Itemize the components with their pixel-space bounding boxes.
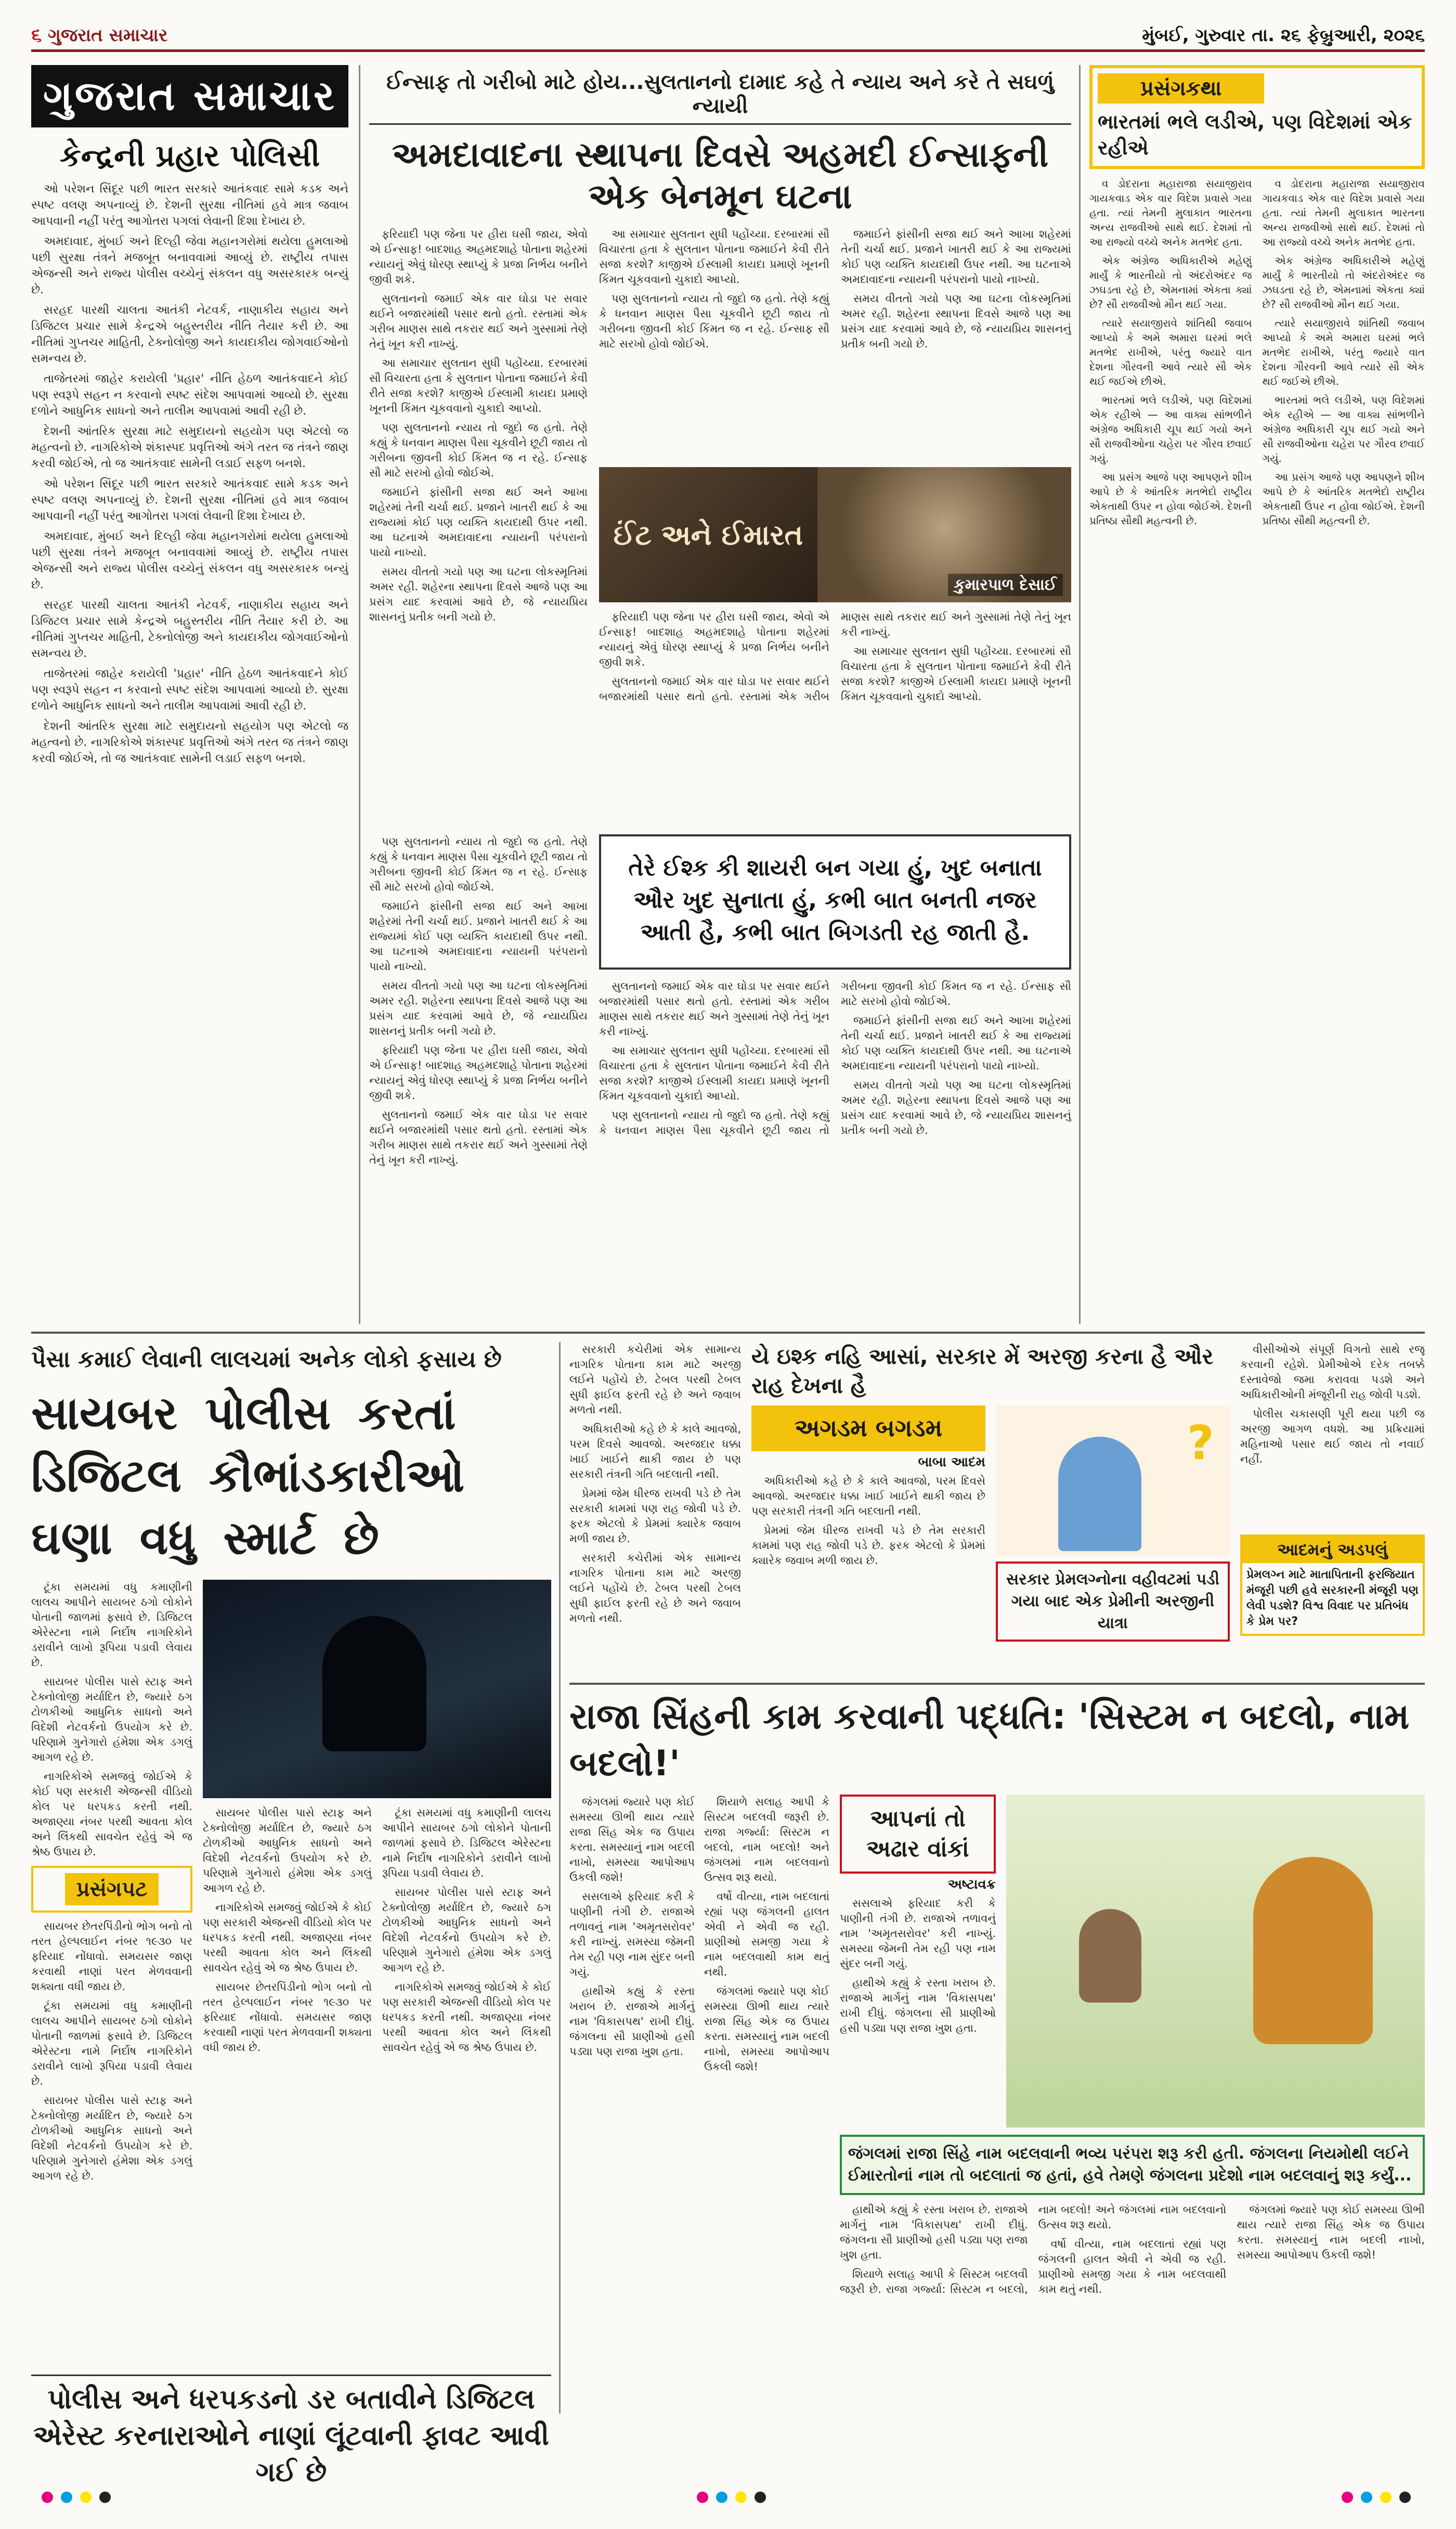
author-byline: બાબા આદમ [918, 1454, 985, 1470]
story-paragraph: જંગલમાં જ્યારે પણ કોઈ સમસ્યા ઊભી થાય ત્યારે રાજા સિંહ એક જ ઉપાય કરતા. સમસ્યાનું નામ બદલી નાખો, સમસ્યા આપોઆપ ઉકલી જશે! [1237, 2203, 1425, 2261]
registration-marks-left [42, 2492, 116, 2505]
editorial-paragraph: ઓ પરેશન સિંદૂર પછી ભારત સરકારે આતંકવાદ સામે કડક અને સ્પષ્ટ વલણ અપનાવ્યું છે. દેશની સુરક્ષા નીતિમાં હવે માત્ર જવાબ આપવાની નહીં પરંતુ આગોતરા પગલાં લેવાની દિશા દેખાય છે. [31, 183, 348, 228]
editorial-paragraph: અમદાવાદ, મુંબઈ અને દિલ્હી જેવા મહાનગરોમાં થયેલા હુમલાઓ પછી સુરક્ષા તંત્રને મજબૂત બનાવવામાં આવ્યું છે. રાષ્ટ્રીય તપાસ એજન્સી અને રાજ્ય પોલીસ વચ્ચેનું સંકલન વધુ અસરકારક બન્યું છે. [31, 530, 348, 591]
raja-story [569, 1691, 1425, 2419]
story-paragraph: સાયબર પોલીસ પાસે સ્ટાફ અને ટેક્નોલોજી મર્યાદિત છે, જ્યારે ઠગ ટોળકીઓ આધુનિક સાધનો અને વિદેશી નેટવર્કનો ઉપયોગ કરે છે. પરિણામે ગુનેગારો હંમેશા એક ડગલું આગળ રહે છે. [203, 1807, 372, 1894]
hacker-image [203, 1580, 551, 1798]
story-paragraph: વ ડોદરાના મહારાજા સયાજીરાવ ગાયકવાડ એક વાર વિદેશ પ્રવાસે ગયા હતા. ત્યાં તેમની મુલાકાત ભારતના અન્ય રાજવીઓ સાથે થઈ. દેશમાં તો આ રાજ્યો વચ્ચે અનેક મતભેદ હતા. [1262, 177, 1425, 248]
center-col-2 [599, 227, 1071, 461]
story-paragraph: સમય વીતતો ગયો પણ આ ઘટના લોકસ્મૃતિમાં અમર રહી. શહેરના સ્થાપના દિવસે આજે પણ આ પ્રસંગ યાદ કરવામાં આવે છે, જે ન્યાયપ્રિય શાસનનું પ્રતીક બની ગયો છે. [369, 565, 588, 623]
section-divider [569, 1683, 1425, 1685]
story-paragraph: ભારતમાં ભલે લડીએ, પણ વિદેશમાં એક રહીએ — આ વાક્ય સાંભળીને અંગ્રેજ અધિકારી ચૂપ થઈ ગયો અને સૌ રાજવીઓના ચહેરા પર ગૌરવ છવાઈ ગયું. [1262, 394, 1425, 464]
aside-title: આદમનું અડપલું [1242, 1537, 1423, 1563]
hooded-figure [322, 1616, 426, 1751]
story-paragraph: સાયબર પોલીસ પાસે સ્ટાફ અને ટેક્નોલોજી મર્યાદિત છે, જ્યારે ઠગ ટોળકીઓ આધુનિક સાધનો અને વિદેશી નેટવર્કનો ઉપયોગ કરે છે. પરિણામે ગુનેગારો હંમેશા એક ડગલું આગળ રહે છે. [31, 2094, 192, 2182]
editorial-paragraph: સરહદ પારથી ચાલતા આતંકી નેટવર્ક, નાણાકીય સહાય અને ડિજિટલ પ્રચાર સામે કેન્દ્રએ બહુસ્તરીય નીતિ તૈયાર કરી છે. આ નીતિમાં ગુપ્તચર માહિતી, ટેક્નોલોજી અને કાયદાકીય જોગવાઈઓનો સમન્વય છે. [31, 599, 348, 660]
story-paragraph: હાથીએ કહ્યું કે રસ્તા ખરાબ છે. રાજાએ માર્ગનું નામ 'વિકાસપથ' રાખી દીધું. જંગલના સૌ પ્રાણીઓ હસી પડ્યા પણ રાજા ખુશ હતા. [840, 1977, 996, 2034]
question-mark-icon: ? [1187, 1416, 1214, 1470]
header-brand [31, 24, 167, 46]
cyber-headline: સાયબર પોલીસ કરતાં ડિજિટલ કૌભાંડકારીઓ ઘણા વધુ સ્માર્ટ છે [31, 1386, 465, 1565]
story-paragraph: જમાઈને ફાંસીની સજા થઈ અને આખા શહેરમાં તેની ચર્ચા થઈ. પ્રજાને ખાતરી થઈ કે આ રાજ્યમાં કોઈ પણ વ્યક્તિ કાયદાથી ઉપર નથી. આ ઘટનાએ અમદાવાદના ન્યાયની પરંપરાનો પાયો નાખ્યો. [841, 1014, 1071, 1072]
column-label-box [751, 1405, 985, 1451]
right-story-body [1089, 176, 1425, 1331]
cyber-col-1 [31, 1580, 192, 2370]
story-paragraph: સુલતાનનો જમાઈ એક વાર ઘોડા પર સવાર થઈને બજારમાંથી પસાર થતો હતો. રસ્તામાં એક ગરીબ માણસ સાથે તકરાર થઈ અને ગુસ્સામાં તેણે તેનું ખૂન કરી નાખ્યું. [369, 1108, 588, 1166]
right-story-headline: ભારતમાં ભલે લડીએ, પણ વિદેશમાં એક રહીએ [1098, 110, 1412, 159]
center-col-3 [599, 610, 1071, 828]
registration-dot [80, 2492, 92, 2503]
registration-dot [99, 2492, 111, 2503]
header-dateline: મુંબઈ, ગુરુવાર તા. ૨૬ ફેબ્રુઆરી, ૨૦૨૬ [1142, 24, 1425, 46]
editorial-title: કેન્દ્રની પ્રહાર પોલિસી [59, 138, 320, 173]
editorial-paragraph: દેશની આંતરિક સુરક્ષા માટે સમુદાયનો સહયોગ પણ એટલો જ મહત્વનો છે. નાગરિકોએ શંકાસ્પદ પ્રવૃત્તિઓ અંગે તરત જ તંત્રને જાણ કરવી જોઈએ, તો જ આતંકવાદ સામેની લડાઈ સફળ બનશે. [31, 720, 348, 765]
editorial-body [31, 181, 348, 1346]
story-paragraph: હાથીએ કહ્યું કે રસ્તા ખરાબ છે. રાજાએ માર્ગનું નામ 'વિકાસપથ' રાખી દીધું. જંગલના સૌ પ્રાણીઓ હસી પડ્યા પણ રાજા ખુશ હતા. [569, 1985, 695, 2058]
registration-dot [42, 2492, 53, 2503]
story-paragraph: જંગલમાં જ્યારે પણ કોઈ સમસ્યા ઊભી થાય ત્યારે રાજા સિંહ એક જ ઉપાય કરતા. સમસ્યાનું નામ બદલી નાખો, સમસ્યા આપોઆપ ઉકલી જશે! [569, 1796, 695, 1883]
story-paragraph: નાગરિકોએ સમજવું જોઈએ કે કોઈ પણ સરકારી એજન્સી વીડિયો કોલ પર ધરપકડ કરતી નથી. અજાણ્યા નંબર પરથી આવતા કોલ અને લિંકથી સાવચેત રહેવું એ જ શ્રેષ્ઠ ઉપાય છે. [203, 1901, 372, 1974]
story-paragraph: અધિકારીઓ કહે છે કે કાલે આવજો, પરમ દિવસે આવજો. અરજદાર ધક્કા ખાઈ ખાઈને થાકી જાય છે પણ સરકારી તંત્રની ગતિ બદલાતી નથી. [569, 1423, 741, 1480]
story-paragraph: સસલાએ ફરિયાદ કરી કે પાણીની તંગી છે. રાજાએ તળાવનું નામ 'અમૃતસરોવર' કરી નાખ્યું. સમસ્યા જેમની તેમ રહી પણ નામ સુંદર બની ગયું. [569, 1890, 695, 1978]
story-paragraph: ટૂંકા સમયમાં વધુ કમાણીની લાલચ આપીને સાયબર ઠગો લોકોને પોતાની જાળમાં ફસાવે છે. ડિજિટલ એરેસ્ટના નામે નિર્દોષ નાગરિકોને ડરાવીને લાખો રૂપિયા પડાવી લેવાય છે. [31, 1581, 192, 1669]
registration-dot [1361, 2492, 1372, 2503]
story-paragraph: પણ સુલતાનનો ન્યાય તો જુદો જ હતો. તેણે કહ્યું કે ધનવાન માણસ પૈસા ચૂકવીને છૂટી જાય તો ગરીબના જીવની કોઈ કિંમત જ ન રહે. ઈન્સાફ સૌ માટે સરખો હોવો જોઈએ. [599, 980, 1071, 1137]
column-series-title: ઈંટ અને ઈમારત [613, 518, 803, 551]
center-kicker: ઈન્સાફ તો ગરીબો માટે હોય...સુલતાનનો દામાદ કહે તે ન્યાય અને કરે તે સઘળું ન્યાયી [369, 65, 1071, 125]
column-divider [1079, 65, 1081, 1324]
story-paragraph: જમાઈને ફાંસીની સજા થઈ અને આખા શહેરમાં તેની ચર્ચા થઈ. પ્રજાને ખાતરી થઈ કે આ રાજ્યમાં કોઈ પણ વ્યક્તિ કાયદાથી ઉપર નથી. આ ઘટનાએ અમદાવાદના ન્યાયની પરંપરાનો પાયો નાખ્યો. [841, 228, 1071, 286]
cyber-story [31, 1342, 551, 2488]
story-paragraph: જંગલમાં જ્યારે પણ કોઈ સમસ્યા ઊભી થાય ત્યારે રાજા સિંહ એક જ ઉપાય કરતા. સમસ્યાનું નામ બદલી નાખો, સમસ્યા આપોઆપ ઉકલી જશે! [704, 1985, 829, 2073]
aside-text: પ્રેમલગ્ન માટે માતાપિતાની ફરજિયાત મંજૂરી પછી હવે સરકારની મંજૂરી પણ લેવી પડશે? વિશ્વ વિવાદ પર પ્રતિબંધ કે પ્રેમ પર? [1246, 1568, 1419, 1628]
story-paragraph: પણ સુલતાનનો ન્યાય તો જુદો જ હતો. તેણે કહ્યું કે ધનવાન માણસ પૈસા ચૂકવીને છૂટી જાય તો ગરીબના જીવની કોઈ કિંમત જ ન રહે. ઈન્સાફ સૌ માટે સરખો હોવો જોઈએ. [599, 292, 829, 350]
lion-figure [1253, 1857, 1373, 2044]
right-story-label: પ્રસંગકથા [1098, 73, 1264, 104]
registration-marks-center [697, 2492, 771, 2505]
story-paragraph: આ પ્રસંગ આજે પણ આપણને શીખ આપે છે કે આંતરિક મતભેદો રાષ્ટ્રીય એકતાથી ઉપર ન હોવા જોઈએ. દેશની પ્રતિષ્ઠા સૌથી મહત્વની છે. [1262, 471, 1425, 527]
column-label-frame [840, 1795, 996, 1874]
editorial-paragraph: ઓ પરેશન સિંદૂર પછી ભારત સરકારે આતંકવાદ સામે કડક અને સ્પષ્ટ વલણ અપનાવ્યું છે. દેશની સુરક્ષા નીતિમાં હવે માત્ર જવાબ આપવાની નહીં પરંતુ આગોતરા પગલાં લેવાની દિશા દેખાય છે. [31, 478, 348, 523]
lion-king-illustration [1006, 1795, 1425, 2127]
story-paragraph: ત્યારે સયાજીરાવે શાંતિથી જવાબ આપ્યો કે અમે અમારા ઘરમાં ભલે મતભેદ રાખીએ, પરંતુ જ્યારે વાત દેશના ગૌરવની આવે ત્યારે સૌ એક થઈ જઈએ છીએ. [1262, 317, 1425, 388]
story-paragraph: સસલાએ ફરિયાદ કરી કે પાણીની તંગી છે. રાજાએ તળાવનું નામ 'અમૃતસરોવર' કરી નાખ્યું. સમસ્યા જેમની તેમ રહી પણ નામ સુંદર બની ગયું. [840, 1897, 996, 1970]
column-label: અગડમ બગડમ [794, 1414, 943, 1442]
story-paragraph: ટૂંકા સમયમાં વધુ કમાણીની લાલચ આપીને સાયબર ઠગો લોકોને પોતાની જાળમાં ફસાવે છે. ડિજિટલ એરેસ્ટના નામે નિર્દોષ નાગરિકોને ડરાવીને લાખો રૂપિયા પડાવી લેવાય છે. [382, 1807, 551, 1879]
story-paragraph: સાયબર પોલીસ પાસે સ્ટાફ અને ટેક્નોલોજી મર્યાદિત છે, જ્યારે ઠગ ટોળકીઓ આધુનિક સાધનો અને વિદેશી નેટવર્કનો ઉપયોગ કરે છે. પરિણામે ગુનેગારો હંમેશા એક ડગલું આગળ રહે છે. [382, 1886, 551, 1974]
aside-box [1240, 1534, 1425, 1636]
story-paragraph: સાયબર છેતરપિંડીનો ભોગ બનો તો તરત હેલ્પલાઈન નંબર ૧૯૩૦ પર ફરિયાદ નોંધાવો. સમયસર જાણ કરવાથી નાણાં પરત મેળવવાની શક્યતા વધી જાય છે. [31, 1920, 192, 1993]
middle-headline: યે ઇશ્ક નહિ આસાં, સરકાર મેં અરજી કરના હૈ ઔર રાહ દેખના હૈ [751, 1344, 1214, 1398]
editorial-paragraph: તાજેતરમાં જાહેર કરાયેલી 'પ્રહાર' નીતિ હેઠળ આતંકવાદને કોઈ પણ સ્વરૂપે સહન ન કરવાનો સ્પષ્ટ સંદેશ આપવામાં આવ્યો છે. સુરક્ષા દળોને આધુનિક સાધનો અને તાલીમ આપવામાં આવી રહી છે. [31, 372, 348, 418]
story-paragraph: ફરિયાદી પણ જેના પર હીરા ઘસી જાય, એવો એ ઈન્સાફ! બાદશાહ અહમદશાહે પોતાના શહેરમાં ન્યાયનું એવું ધોરણ સ્થાપ્યું કે પ્રજા નિર્ભય બનીને જીવી શકે. [369, 228, 588, 286]
story-paragraph: સમય વીતતો ગયો પણ આ ઘટના લોકસ્મૃતિમાં અમર રહી. શહેરના સ્થાપના દિવસે આજે પણ આ પ્રસંગ યાદ કરવામાં આવે છે, જે ન્યાયપ્રિય શાસનનું પ્રતીક બની ગયો છે. [369, 979, 588, 1037]
story-paragraph: એક અંગ્રેજ અધિકારીએ મહેણું માર્યું કે ભારતીયો તો અંદરોઅંદર જ ઝઘડતા રહે છે, એમનામાં એકતા ક્યાં છે? સૌ રાજવીઓ મૌન થઈ ગયા. [1089, 254, 1252, 311]
registration-dot [716, 2492, 727, 2503]
raja-col-3 [840, 2202, 1425, 2400]
story-paragraph: શિયાળે સલાહ આપી કે સિસ્ટમ બદલવી જરૂરી છે. રાજા ગર્જ્યા: સિસ્ટમ ન બદલો, નામ બદલો! અને જંગલમાં નામ બદલવાનો ઉત્સવ શરૂ થયો. [840, 2203, 1227, 2295]
right-bottom-body [1240, 1342, 1425, 1529]
column-banner [599, 467, 1071, 602]
story-paragraph: સાયબર છેતરપિંડીનો ભોગ બનો તો તરત હેલ્પલાઈન નંબર ૧૯૩૦ પર ફરિયાદ નોંધાવો. સમયસર જાણ કરવાથી નાણાં પરત મેળવવાની શક્યતા વધી જાય છે. [203, 1981, 372, 2054]
right-bottom-column [1240, 1342, 1425, 1675]
raja-pullquote: જંગલમાં રાજા સિંહે નામ બદલવાની ભવ્ય પરંપરા શરૂ કરી હતી. જંગલના નિયમોથી લઈને ઈમારતોનાં નામ તો બદલાતાં જ હતાં, હવે તેમણે જંગલના પ્રદેશો નામ બદલવાનું શરૂ કર્યું... [840, 2135, 1425, 2195]
story-paragraph: જમાઈને ફાંસીની સજા થઈ અને આખા શહેરમાં તેની ચર્ચા થઈ. પ્રજાને ખાતરી થઈ કે આ રાજ્યમાં કોઈ પણ વ્યક્તિ કાયદાથી ઉપર નથી. આ ઘટનાએ અમદાવાદના ન્યાયની પરંપરાનો પાયો નાખ્યો. [369, 900, 588, 973]
story-paragraph: જમાઈને ફાંસીની સજા થઈ અને આખા શહેરમાં તેની ચર્ચા થઈ. પ્રજાને ખાતરી થઈ કે આ રાજ્યમાં કોઈ પણ વ્યક્તિ કાયદાથી ઉપર નથી. આ ઘટનાએ અમદાવાદના ન્યાયની પરંપરાનો પાયો નાખ્યો. [369, 486, 588, 559]
story-paragraph: ફરિયાદી પણ જેના પર હીરા ઘસી જાય, એવો એ ઈન્સાફ! બાદશાહ અહમદશાહે પોતાના શહેરમાં ન્યાયનું એવું ધોરણ સ્થાપ્યું કે પ્રજા નિર્ભય બનીને જીવી શકે. [599, 611, 829, 668]
story-paragraph: સમય વીતતો ગયો પણ આ ઘટના લોકસ્મૃતિમાં અમર રહી. શહેરના સ્થાપના દિવસે આજે પણ આ પ્રસંગ યાદ કરવામાં આવે છે, જે ન્યાયપ્રિય શાસનનું પ્રતીક બની ગયો છે. [841, 1079, 1071, 1137]
center-col-5 [599, 979, 1071, 1353]
story-paragraph: વર્ષો વીત્યા, નામ બદલાતાં રહ્યાં પણ જંગલની હાલત એવી ને એવી જ રહી. પ્રાણીઓ સમજી ગયા કે નામ બદલવાથી કામ થતું નથી. [704, 1890, 829, 1978]
temple-sculpture-image [817, 467, 1071, 602]
story-paragraph: સુલતાનનો જમાઈ એક વાર ઘોડા પર સવાર થઈને બજારમાંથી પસાર થતો હતો. રસ્તામાં એક ગરીબ માણસ સાથે તકરાર થઈ અને ગુસ્સામાં તેણે તેનું ખૂન કરી નાખ્યું. [369, 292, 588, 350]
thinking-man-illustration [996, 1405, 1230, 1556]
story-paragraph: આ પ્રસંગ આજે પણ આપણને શીખ આપે છે કે આંતરિક મતભેદો રાષ્ટ્રીય એકતાથી ઉપર ન હોવા જોઈએ. દેશની પ્રતિષ્ઠા સૌથી મહત્વની છે. [1089, 471, 1252, 527]
center-story [369, 65, 1071, 1324]
middle-story [569, 1342, 1230, 1675]
story-paragraph: આ સમાચાર સુલતાન સુધી પહોંચ્યા. દરબારમાં સૌ વિચારતા હતા કે સુલતાન પોતાના જમાઈને કેવી રીતે સજા કરશે? કાજીએ ઈસ્લામી કાયદા પ્રમાણે ખૂનની કિંમત ચૂકવવાનો ચુકાદો આપ્યો. [841, 645, 1071, 703]
story-paragraph: પ્રેમમાં જેમ ધીરજ રાખવી પડે છે તેમ સરકારી કામમાં પણ રાહ જોવી પડે છે. ફરક એટલો કે પ્રેમમાં ક્યારેક જવાબ મળી જાય છે. [751, 1524, 985, 1567]
story-paragraph: સરકારી કચેરીમાં એક સામાન્ય નાગરિક પોતાના કામ માટે અરજી લઈને પહોંચે છે. ટેબલ પરથી ટેબલ સુધી ફાઈલ ફરતી રહે છે અને જવાબ મળતો નથી. [569, 1552, 741, 1624]
story-paragraph: ફરિયાદી પણ જેના પર હીરા ઘસી જાય, એવો એ ઈન્સાફ! બાદશાહ અહમદશાહે પોતાના શહેરમાં ન્યાયનું એવું ધોરણ સ્થાપ્યું કે પ્રજા નિર્ભય બનીને જીવી શકે. [369, 1044, 588, 1102]
center-col-1 [369, 227, 588, 830]
left-column [31, 65, 348, 1324]
editorial-paragraph: અમદાવાદ, મુંબઈ અને દિલ્હી જેવા મહાનગરોમાં થયેલા હુમલાઓ પછી સુરક્ષા તંત્રને મજબૂત બનાવવામાં આવ્યું છે. રાષ્ટ્રીય તપાસ એજન્સી અને રાજ્ય પોલીસ વચ્ચેનું સંકલન વધુ અસરકારક બન્યું છે. [31, 235, 348, 296]
story-paragraph: પણ સુલતાનનો ન્યાય તો જુદો જ હતો. તેણે કહ્યું કે ધનવાન માણસ પૈસા ચૂકવીને છૂટી જાય તો ગરીબના જીવની કોઈ કિંમત જ ન રહે. ઈન્સાફ સૌ માટે સરખો હોવો જોઈએ. [369, 835, 588, 893]
story-paragraph: ભારતમાં ભલે લડીએ, પણ વિદેશમાં એક રહીએ — આ વાક્ય સાંભળીને અંગ્રેજ અધિકારી ચૂપ થઈ ગયો અને સૌ રાજવીઓના ચહેરા પર ગૌરવ છવાઈ ગયું. [1089, 394, 1252, 464]
story-paragraph: આ સમાચાર સુલતાન સુધી પહોંચ્યા. દરબારમાં સૌ વિચારતા હતા કે સુલતાન પોતાના જમાઈને કેવી રીતે સજા કરશે? કાજીએ ઈસ્લામી કાયદા પ્રમાણે ખૂનની કિંમત ચૂકવવાનો ચુકાદો આપ્યો. [599, 1044, 829, 1102]
editorial-paragraph: તાજેતરમાં જાહેર કરાયેલી 'પ્રહાર' નીતિ હેઠળ આતંકવાદને કોઈ પણ સ્વરૂપે સહન ન કરવાનો સ્પષ્ટ સંદેશ આપવામાં આવ્યો છે. સુરક્ષા દળોને આધુનિક સાધનો અને તાલીમ આપવામાં આવી રહી છે. [31, 667, 348, 713]
cyber-bottom-headline: પોલીસ અને ધરપકડનો ડર બતાવીને ડિજિટલ એરેસ્ટ કરનારાઓને નાણાં લૂંટવાની ફાવટ આવી ગઈ છે [31, 2375, 551, 2491]
story-paragraph: ટૂંકા સમયમાં વધુ કમાણીની લાલચ આપીને સાયબર ઠગો લોકોને પોતાની જાળમાં ફસાવે છે. ડિજિટલ એરેસ્ટના નામે નિર્દોષ નાગરિકોને ડરાવીને લાખો રૂપિયા પડાવી લેવાય છે. [31, 1999, 192, 2087]
story-paragraph: નાગરિકોએ સમજવું જોઈએ કે કોઈ પણ સરકારી એજન્સી વીડિયો કોલ પર ધરપકડ કરતી નથી. અજાણ્યા નંબર પરથી આવતા કોલ અને લિંકથી સાવચેત રહેવું એ જ શ્રેષ્ઠ ઉપાય છે. [382, 1981, 551, 2054]
author-byline: અષ્ટાવક્ર [947, 1877, 996, 1892]
story-paragraph: સમય વીતતો ગયો પણ આ ઘટના લોકસ્મૃતિમાં અમર રહી. શહેરના સ્થાપના દિવસે આજે પણ આ પ્રસંગ યાદ કરવામાં આવે છે, જે ન્યાયપ્રિય શાસનનું પ્રતીક બની ગયો છે. [841, 292, 1071, 350]
story-paragraph: સુલતાનનો જમાઈ એક વાર ઘોડા પર સવાર થઈને બજારમાંથી પસાર થતો હતો. રસ્તામાં એક ગરીબ માણસ સાથે તકરાર થઈ અને ગુસ્સામાં તેણે તેનું ખૂન કરી નાખ્યું. [599, 980, 829, 1038]
story-paragraph: પ્રેમમાં જેમ ધીરજ રાખવી પડે છે તેમ સરકારી કામમાં પણ રાહ જોવી પડે છે. ફરક એટલો કે પ્રેમમાં ક્યારેક જવાબ મળી જાય છે. [569, 1487, 741, 1545]
story-paragraph: સરકારી કચેરીમાં એક સામાન્ય નાગરિક પોતાના કામ માટે અરજી લઈને પહોંચે છે. ટેબલ પરથી ટેબલ સુધી ફાઈલ ફરતી રહે છે અને જવાબ મળતો નથી. [569, 1343, 741, 1416]
center-headline: અમદાવાદના સ્થાપના દિવસે અહમદી ઈન્સાફની એક બેનમૂન ઘટના [392, 135, 1049, 216]
column-label-frame [31, 1866, 192, 1913]
owl-figure [1079, 1909, 1141, 2003]
editorial-paragraph: સરહદ પારથી ચાલતા આતંકી નેટવર્ક, નાણાકીય સહાય અને ડિજિટલ પ્રચાર સામે કેન્દ્રએ બહુસ્તરીય નીતિ તૈયાર કરી છે. આ નીતિમાં ગુપ્તચર માહિતી, ટેક્નોલોજી અને કાયદાકીય જોગવાઈઓનો સમન્વય છે. [31, 304, 348, 365]
center-col-4 [369, 834, 588, 1354]
story-paragraph: વ ડોદરાના મહારાજા સયાજીરાવ ગાયકવાડ એક વાર વિદેશ પ્રવાસે ગયા હતા. ત્યાં તેમની મુલાકાત ભારતના અન્ય રાજવીઓ સાથે થઈ. દેશમાં તો આ રાજ્યો વચ્ચે અનેક મતભેદ હતા. [1089, 177, 1252, 248]
brand-glyph-icon: ૬ [31, 24, 42, 46]
registration-dot [755, 2492, 766, 2503]
registration-dot [1399, 2492, 1411, 2503]
story-paragraph: વર્ષો વીત્યા, નામ બદલાતાં રહ્યાં પણ જંગલની હાલત એવી ને એવી જ રહી. પ્રાણીઓ સમજી ગયા કે નામ બદલવાથી કામ થતું નથી. [1038, 2238, 1227, 2295]
story-paragraph: હાથીએ કહ્યું કે રસ્તા ખરાબ છે. રાજાએ માર્ગનું નામ 'વિકાસપથ' રાખી દીધું. જંગલના સૌ પ્રાણીઓ હસી પડ્યા પણ રાજા ખુશ હતા. [840, 2203, 1028, 2261]
person-figure [1058, 1437, 1141, 1551]
editorial-paragraph: દેશની આંતરિક સુરક્ષા માટે સમુદાયનો સહયોગ પણ એટલો જ મહત્વનો છે. નાગરિકોએ શંકાસ્પદ પ્રવૃત્તિઓ અંગે તરત જ તંત્રને જાણ કરવી જોઈએ, તો જ આતંકવાદ સામેની લડાઈ સફળ બનશે. [31, 425, 348, 470]
registration-dot [1342, 2492, 1353, 2503]
right-story-label-frame [1089, 65, 1425, 169]
story-paragraph: અધિકારીઓ કહે છે કે કાલે આવજો, પરમ દિવસે આવજો. અરજદાર ધક્કા ખાઈ ખાઈને થાકી જાય છે પણ સરકારી તંત્રની ગતિ બદલાતી નથી. [751, 1475, 985, 1517]
column-logo-image [599, 467, 817, 602]
registration-dot [61, 2492, 72, 2503]
column-label: આપનાં તો અઢાર વાંકાં [866, 1805, 969, 1862]
middle-subhead: સરકાર પ્રેમલગ્નોના વહીવટમાં પડી ગયા બાદ એક પ્રેમીની અરજીની યાત્રા [996, 1562, 1230, 1642]
story-paragraph: નાગરિકોએ સમજવું જોઈએ કે કોઈ પણ સરકારી એજન્સી વીડિયો કોલ પર ધરપકડ કરતી નથી. અજાણ્યા નંબર પરથી આવતા કોલ અને લિંકથી સાવચેત રહેવું એ જ શ્રેષ્ઠ ઉપાય છે. [31, 1770, 192, 1858]
registration-marks-right [1342, 2492, 1416, 2505]
middle-col-1 [569, 1342, 741, 1675]
story-paragraph: સાયબર પોલીસ પાસે સ્ટાફ અને ટેક્નોલોજી મર્યાદિત છે, જ્યારે ઠગ ટોળકીઓ આધુનિક સાધનો અને વિદેશી નેટવર્કનો ઉપયોગ કરે છે. પરિણામે ગુનેગારો હંમેશા એક ડગલું આગળ રહે છે. [31, 1675, 192, 1763]
right-story [1089, 65, 1425, 1324]
story-paragraph: આ સમાચાર સુલતાન સુધી પહોંચ્યા. દરબારમાં સૌ વિચારતા હતા કે સુલતાન પોતાના જમાઈને કેવી રીતે સજા કરશે? કાજીએ ઈસ્લામી કાયદા પ્રમાણે ખૂનની કિંમત ચૂકવવાનો ચુકાદો આપ્યો. [369, 357, 588, 415]
story-paragraph: એક અંગ્રેજ અધિકારીએ મહેણું માર્યું કે ભારતીયો તો અંદરોઅંદર જ ઝઘડતા રહે છે, એમનામાં એકતા ક્યાં છે? સૌ રાજવીઓ મૌન થઈ ગયા. [1262, 254, 1425, 311]
story-paragraph: વીસીઓએ સંપૂર્ણ વિગતો સાથે રજૂ કરવાની રહેશે. પ્રેમીઓએ દરેક તબક્કે દસ્તાવેજો જમા કરાવવા પડશે અને અધિકારીઓની મંજૂરીની રાહ જોવી પડશે. [1240, 1343, 1425, 1401]
story-paragraph: શિયાળે સલાહ આપી કે સિસ્ટમ બદલવી જરૂરી છે. રાજા ગર્જ્યા: સિસ્ટમ ન બદલો, નામ બદલો! અને જંગલમાં નામ બદલવાનો ઉત્સવ શરૂ થયો. [704, 1796, 829, 1883]
story-paragraph: પોલીસ ચકાસણી પૂરી થયા પછી જ અરજી આગળ વધશે. આ પ્રક્રિયામાં મહિનાઓ પસાર થઈ જાય તો નવાઈ નહીં. [1240, 1408, 1425, 1465]
masthead: ગુજરાત સમાચાર [31, 65, 348, 127]
registration-dot [1380, 2492, 1392, 2503]
section-divider [31, 1332, 1425, 1334]
middle-col-2 [751, 1474, 985, 1609]
registration-dot [735, 2492, 747, 2503]
story-paragraph: સુલતાનનો જમાઈ એક વાર ઘોડા પર સવાર થઈને બજારમાંથી પસાર થતો હતો. રસ્તામાં એક ગરીબ માણસ સાથે તકરાર થઈ અને ગુસ્સામાં તેણે તેનું ખૂન કરી નાખ્યું. [599, 611, 1071, 703]
pull-quote: તેરે ઈશ્ક કી શાયરી બન ગયા હું, ખુદ બનાતા ઔર ખુદ સુનાતા હું, કભી બાત બનતી નજર આતી હૈ, કભી બાત બિગડતી રહ જાતી હૈ. [599, 834, 1071, 970]
cyber-kicker: પૈસા કમાઈ લેવાની લાલચમાં અનેક લોકો ફસાય છે [31, 1346, 502, 1373]
raja-headline: રાજા સિંહની કામ કરવાની પદ્ધતિ: 'સિસ્ટમ ન બદલો, નામ બદલો!' [569, 1696, 1410, 1784]
column-divider [359, 65, 360, 1324]
story-paragraph: ત્યારે સયાજીરાવે શાંતિથી જવાબ આપ્યો કે અમે અમારા ઘરમાં ભલે મતભેદ રાખીએ, પરંતુ જ્યારે વાત દેશના ગૌરવની આવે ત્યારે સૌ એક થઈ જઈએ છીએ. [1089, 317, 1252, 388]
header-paper-name: ગુજરાત સમાચાર [48, 24, 168, 46]
story-paragraph: પણ સુલતાનનો ન્યાય તો જુદો જ હતો. તેણે કહ્યું કે ધનવાન માણસ પૈસા ચૂકવીને છૂટી જાય તો ગરીબના જીવની કોઈ કિંમત જ ન રહે. ઈન્સાફ સૌ માટે સરખો હોવો જોઈએ. [369, 421, 588, 479]
registration-dot [697, 2492, 708, 2503]
cyber-col-2 [203, 1805, 551, 2367]
column-label: પ્રસંગપટ [65, 1873, 159, 1905]
story-paragraph: આ સમાચાર સુલતાન સુધી પહોંચ્યા. દરબારમાં સૌ વિચારતા હતા કે સુલતાન પોતાના જમાઈને કેવી રીતે સજા કરશે? કાજીએ ઈસ્લામી કાયદા પ્રમાણે ખૂનની કિંમત ચૂકવવાનો ચુકાદો આપ્યો. [599, 228, 829, 286]
raja-col-1 [569, 1795, 829, 2450]
page-header [31, 21, 1425, 52]
column-divider [559, 1342, 561, 2414]
raja-col-2 [840, 1896, 996, 2120]
author-byline: કુમારપાળ દેસાઈ [948, 574, 1063, 596]
